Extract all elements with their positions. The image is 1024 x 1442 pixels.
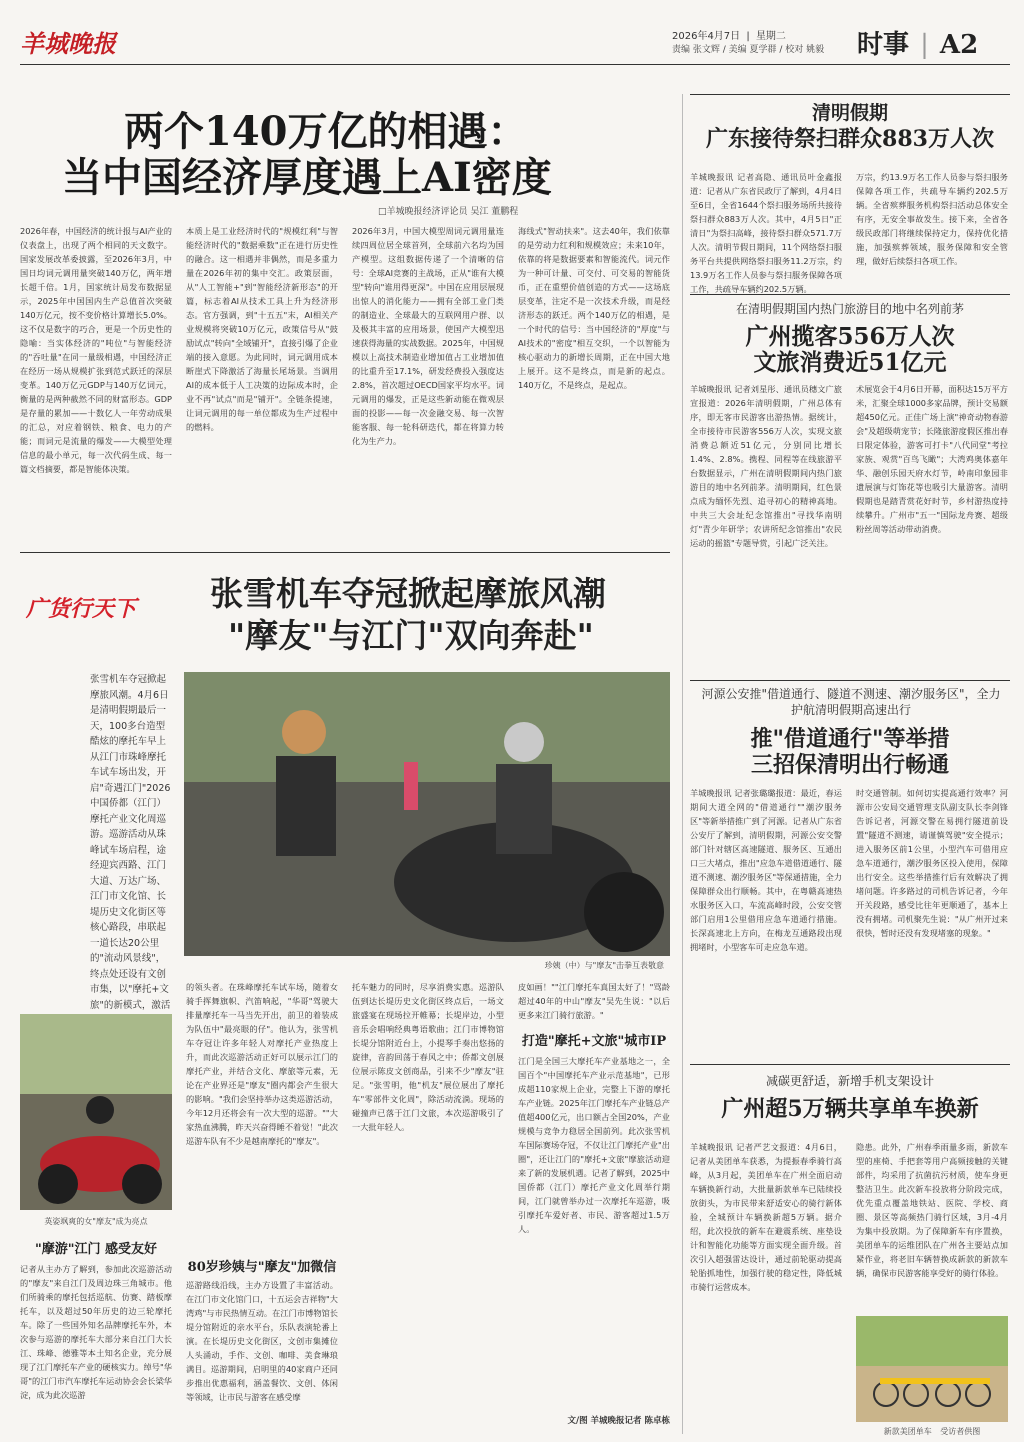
side4-rule [690, 1064, 1010, 1065]
feature-tag: 广货行天下 [26, 596, 137, 622]
sub2-text: 巡游路线沿线，主办方设置了丰富活动。在江门市文化馆门口，十五运会吉祥物"大湾鸡"与市民热情互动。在江门市博物馆长堤分馆附近的亲水平台，乐队表演轮番上演。在长堤历史文化街区，文创市集摊位人头涌动，手作、文创、咖啡、美食琳琅满目。巡游期间，启明里的40家商户还同步推出优惠福利，涵盖餐饮、文创、体闲等领域，让市民与游客在感受摩 [186, 1280, 338, 1402]
weekday: 星期二 [755, 31, 786, 42]
lead-title-1: 两个140万亿的相遇： [124, 108, 528, 155]
masthead-rule [20, 64, 1010, 65]
side2-col-2: 术展览会于4月6日开幕，面积达15万平方米，汇聚全球1000多家品牌，预计交易额超450亿元。正佳广场上演"神奇动物春游会"及超级萌宠节；长隆旅游度假区推出春日限定体验，游客可打卡"八代同堂"考拉家族、观赏"百鸟飞瞰"；大湾鸡奥体嘉年华、融创乐园天府水灯节，岭南印象园非遗展演与灯饰花等也吸引大量游客。清明假期也是踏青赏花好时节，乡村游热度持续攀升。广州市"五一"国际龙舟赛、超级粉丝周等活动带动消费。 [856, 384, 1008, 534]
feature-col-3: 托车魅力的同时，尽享消费实惠。巡游队伍到达长堤历史文化街区终点后，一场文旅盛宴在现场拉开帷幕；长堤岸边，小型音乐会唱响经典粤语歌曲；江门市博物馆长堤分馆附近台上，小提琴手奏出悠扬的旋律，音韵回荡于春风之中；侨都文创展位展示陈皮文创商品，引来不少"摩友"驻足。"张雪明，他"机友"展位展出了摩托车"零部件文化周"，除活动流淌。现场的碰撞声已落于江门文旅，本次巡游吸引了一大批年轻人。 [352, 982, 504, 1132]
side4-col-1: 羊城晚报讯 记者严艺文报道：4月6日，记者从美团单车获悉，为提振春季骑行高峰，从3月起，美团单车在广州全面启动车辆换新行动，大批量新款单车已陆续投放街头，为市民带来舒适安心的骑行新体验，全城预计车辆换新超5万辆。据介绍，此次投放的新车在避震系统、座垫设计和智能化功能等方面实现全面升级。首次引入超强雷达设计，通过前轮驱动提高轮胎抓地性，加强行驶的稳定性，降低城市骑行运营成本。 [690, 1142, 842, 1292]
feature-rule [20, 552, 670, 553]
rider-photo [20, 1014, 172, 1210]
side3-kicker: 河源公安推"借道通行、隧道不测速、潮汐服务区"，全力护航清明假期高速出行 [701, 687, 1001, 717]
rider-photo-caption: 英姿飒爽的女"摩友"成为亮点 [44, 1217, 148, 1226]
main-photo [184, 672, 670, 956]
column-divider [682, 94, 683, 1434]
side1-rule [690, 94, 1010, 95]
side2-title-1: 广州揽客556万人次 [745, 323, 955, 350]
side3-title-1: 推"借道通行"等举措 [750, 726, 950, 752]
side2-col-1: 羊城晚报讯 记者刘星彤、通讯员穗文广旅宣报道：2026年清明假期，广州总体有序，即无客市民游客出游热情。据统计，全市接待市民游客556万人次，实现文旅消费总额近51亿元，分别同比增长1.4%、2.8%。携程、同程等在线旅游平台数据显示，广州在清明假期间内热门旅游目的地中名列前茅。清明期间，红色景点成为缅怀先烈、追寻初心的精神高地。中共三大会址纪念馆推出"寻找华南明灯"青少年研学；农讲所纪念馆推出"农民运动的摇篮"专题导赏，引起广泛关注。 [690, 384, 842, 548]
feature-title-1: 张雪机车夺冠掀起摩旅风潮 [210, 574, 606, 613]
feature-credit: 文/图 羊城晚报记者 陈卓栋 [567, 1416, 670, 1426]
side1-title-1: 清明假期 [811, 102, 888, 124]
feature-col-4: 皮如画！""江门摩托车真国太好了！"骂龄超过40年的中山"摩友"吴先生说："以后更多来江门骑行旅游。" [518, 982, 670, 1020]
sub3-title: 打造"摩托+文旅"城市IP [521, 1034, 667, 1049]
logo: 羊城晚报 [20, 29, 116, 58]
lead-title-2: 当中国经济厚度遇上AI密度 [62, 154, 552, 201]
lead-col-3: 2026年3月，中国大模型周词元调用量连续四周位居全球首列，全球前六名均为国产模型。这组数据传递了一个清晰的信号：全球AI竞赛的主战场，正从"谁有大模型"转向"谁用得更深"。中国在应用层展现出惊人的消化能力——拥有全部工业门类的制造业、全球最大的互联网用户群、以及极其丰富的应用场景，使国产大模型迅速获得海量的实战数据。2025年，中国规模以上高技术制造业增加值占工业增加值的比重升至17.1%，研发经费投入强度达2.8%，首次超过OECD国家平均水平。词元调用的爆发，正是这些新动能在微观层面的投影——每一次金融交易、每一次智能客服、每一轮科研迭代，都在将算力转化为生产力。 [352, 226, 504, 446]
bike-photo-caption: 新款美团单车 受访者供图 [883, 1427, 981, 1436]
rider-photo-illustration [20, 1014, 172, 1210]
side4-title: 广州超5万辆共享单车换新 [721, 1096, 979, 1122]
section: 时事 [857, 30, 910, 60]
editors: 责编 张文辉 / 美编 夏学群 / 校对 姚毅 [672, 45, 825, 55]
sub2-title: 80岁珍姨与"摩友"加微信 [187, 1260, 337, 1275]
sub3-text: 江门是全国三大摩托车产业基地之一，全国百个"中国摩托车产业示范基地"，已形成超110家规上企业，完整上下游的摩托车产业链。2025年江门摩托车产业链总产值超400亿元，出口额占全国20%，产业规模与竞争力稳居全国前列。此次张雪机车国际赛场夺冠，不仅让江门摩托产业"出圈"，还让江门的"摩托+文旅"摩旅活动迎来了新的发展机遇。记者了解到，2025中国侨都（江门）摩托产业文化周举行期间，江门就曾举办过一次摩托车巡游，吸引摩托车爱好者、市民、游客超过1.5万人。 [518, 1056, 670, 1234]
lead-col-1: 2026年春，中国经济的统计报与AI产业的仪表盘上，出现了两个相同的天文数字。国家发展改革委披露，至2026年3月，中国日均词元调用量突破140万亿，两年增长超千倍。1月，国家统计局发布数据显示，2025年中国国内生产总值首次突破140万亿元，按不变价格计算增长5.0%。这不仅是数字的巧合，更是一个历史性的隐喻：当实体经济的"吨位"与智能经济的"吞吐量"在同一量级相遇，中国经济正在经历一场从规模扩张到范式跃迁的深层变革。140万亿元GDP与140万亿词元，衡量的是两种截然不同的财富形态。GDP是存量的累加——十数亿人一年劳动成果的汇总，对应着钢铁、粮食、电力的产能；而词元是流量的爆发——大模型处理信息的最小单元，每一次代码生成、每一篇文档摘要，都是智能体决策。 [20, 226, 172, 474]
side1-title-2: 广东接待祭扫群众883万人次 [706, 126, 994, 152]
main-photo-illustration [184, 672, 670, 956]
lead-col-2: 本质上是工业经济时代的"规模红利"与智能经济时代的"数据乘数"正在进行历史性的融合。这一相遇并非偶然，而是多重力量在2026年初的集中交汇。政策层面，从"人工智能+"到"智能经济新形态"的开篇，标志着AI从技术工具上升为经济形态。官方强调，到"十五五"末，AI相关产业规模将突破10万亿元，政策信号从"鼓励试点"转向"全域铺开"，直接引爆了企业端的接入意愿。为此同时，词元调用成本断崖式下降激活了海量长尾场景。当调用AI的成本低于人工决策的边际成本时，企业不再"试点"而是"铺开"。全链条提速，让词元调用的每一单位都成为生产过程中的燃料。 [186, 226, 338, 432]
feature-col-2: 的领头者。在珠峰摩托车试车场，随着女骑手挥舞旗帜、汽笛响起，"华哥"驾驶大排量摩托车一马当先开出，前卫的着装成为队伍中"最亮眼的仔"。他认为，张雪机车夺冠让许多年轻人对摩托产业热度上升，而此次巡游活动正好可以展示江门的摩托产业，并结合文化、摩旅等元素，无论在产业界还是"摩友"圈内都会产生很大的影响。"我们会坚持举办这类巡游活动，今年12月还将会有一次大型的巡游。""大家热血沸腾，昨天兴奋得睡不着觉！"此次巡游车队有不少是越南摩托的"摩友"。 [186, 982, 338, 1146]
masthead [0, 0, 1024, 68]
side3-title-2: 三招保清明出行畅通 [750, 752, 949, 778]
side3-col-2: 时交通管制。如何切实提高通行效率？河源市公安局交通管理支队副支队长李剑锋告诉记者，河源交警在易拥行隧道前设置"隧道不测速，请谨慎驾驶"安全提示；进入服务区前1公里，小型汽车可借用应急车道通行，潮汐服务区投入使用，保障出行安全。这些举措推行后有效解决了拥堵问题。许多路过的司机告诉记者，今年开关段路，感受比往年更顺通了，基本上没有拥堵。司机聚先生说："从广州开过来很快，暂时还没有发现堵塞的现象。" [856, 788, 1008, 938]
side2-title-2: 文旅消费近51亿元 [753, 349, 947, 376]
side2-kicker: 在清明假期国内热门旅游目的地中名列前茅 [735, 302, 964, 316]
date-line: 2026年4月7日 | 星期二 [672, 31, 786, 42]
side1-col-2: 万宗，约13.9万名工作人员参与祭扫服务保障各项工作，共疏导车辆约202.5万辆。全省殡葬服务机构祭扫活动总体安全有序，无安全事故发生。接下来，全省各级民政部门将继续保持定力，保持优化措施，加强殡葬领域，服务保障和安全管理，做好后续祭扫各项工作。 [856, 172, 1008, 266]
sub1-text: 记者从主办方了解到，参加此次巡游活动的"摩友"来自江门及周边珠三角城市。他们所骑乘的摩托包括巡航、仿赛、踏板摩托车，以及超过50年历史的边三轮摩托车。除了一些国外知名品牌摩托车外，本次参与巡游的摩托车大部分来自江门大长江、珠峰、德雅等本土知名企业，充分展现了江门摩托车产业的硬核实力。绰号"华哥"的江门市汽车摩托车运动协会会长梁华淀，成为此次巡游 [20, 1264, 172, 1400]
side4-kicker: 减碳更舒适，新增手机支架设计 [765, 1074, 934, 1088]
feature-intro: 张雪机车夺冠掀起摩旅风潮。4月6日是清明假期最后一天，100多台造型酷炫的摩托车早上从江门市珠峰摩托车试车场出发，开启"奇遇江门"2026中国侨都（江门）摩托产业文化周巡游。巡游活动从珠峰试车场启程，途经迎宾西路、江门大道、万达广场、江门市文化馆、长堤历史文化街区等核心路段，串联起一道长达20公里的"流动风景线"，终点处还设有文创市集，以"摩托+文旅"的新模式，激活 [90, 674, 171, 1011]
side2-rule [690, 294, 1010, 295]
feature-title-2: "摩友"与江门"双向奔赴" [228, 616, 594, 655]
side1-col-1: 羊城晚报讯 记者高隐、通讯员叶金鑫报道：记者从广东省民政厅了解到，4月4日至6日，全省1644个祭扫服务场所共接待祭扫群众883万人次。其中，4月5日"正清日"为祭扫高峰，接待祭扫群众571.7万人次。清明节假日期间，11个网络祭扫服务平台共提供网络祭扫服务11.2万宗，约13.9万名工作人员参与祭扫服务保障各项工作，共疏导车辆约202.5万辆。 [690, 172, 842, 294]
side3-col-1: 羊城晚报讯 记者张璐璐报道：最近，春运期间大道全网的"借道通行""潮汐服务区"等新举措推广到了河源。记者从广东省公安厅了解到，清明假期，河源公安交警部门针对辖区高速隧道、服务区、互通出口三大堵点，推出"应急车道借道通行、隧道不测速、潮汐服务区"等保通措施，全力保障群众出行顺畅。其中，在粤赣高速热水服务区入口，车流高峰时段，公安交管部门启用1公里借用应急车道通行措施。长深高速北上方向，在梅龙互通路段出现拥堵时，小型客车可走应急车道。 [690, 788, 842, 952]
bike-photo [856, 1316, 1008, 1422]
lead-col-4: 海线式"智动扶来"。这去40年，我们依靠的是劳动力红利和规模效应；未来10年，依靠的将是数据要素和智能流代。词元作为一种可计量、可交付、可交易的智能货币，正在重塑价值创造的方式——这场底层变革，注定不是一次技术升级，而是经济形态的跃迁。两个140万亿的相遇，是一个时代的信号：当中国经济的"厚度"与AI技术的"密度"相互交织，一个以智能为核心驱动力的新增长周期，正在中国大地上展开。这不是终点，而是新的起点。140万亿，不是终点，是起点。 [518, 226, 670, 390]
page-number: A2 [939, 30, 979, 60]
lead-byline: □羊城晚报经济评论员 吴江 董鹏程 [378, 207, 519, 217]
sub1-title: "摩游"江门 感受友好 [34, 1242, 158, 1257]
date: 2026年4月7日 [672, 31, 741, 42]
main-photo-caption: 珍姨（中）与"摩友"击拳互表敬意 [544, 961, 664, 970]
section-label: 时事 | A2 [857, 30, 979, 60]
bike-photo-illustration [856, 1316, 1008, 1422]
side4-col-2: 隐患。此外，广州春季雨量多雨，新款车型的座椅、手把套等用户高频接触的关键部件，均采用了抗菌抗污材质，使车身更整洁卫生。此次新车投放将分阶段完成，优先重点覆盖地铁站、医院、学校、商圈、景区等高频热门骑行区域，3月-4月为集中投放期。为了保障新车有序置换，美团单车的运维团队在广州各主要站点加紧作业，将老旧车辆替换成新款的新款车辆，确保市民游客能享受好的骑行体验。 [856, 1142, 1008, 1278]
side3-rule [690, 680, 1010, 681]
